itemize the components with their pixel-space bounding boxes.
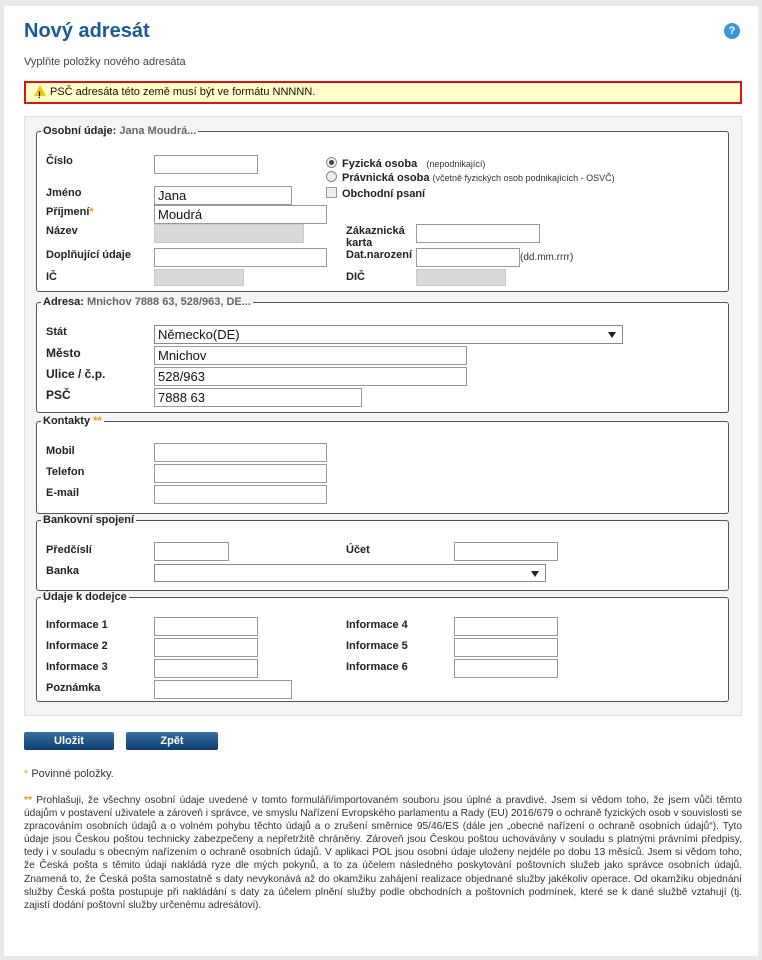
- delivery-fieldset: [36, 591, 729, 702]
- ucet-label: Účet: [346, 544, 370, 556]
- zakaznicka-karta-label: Zákaznická karta: [346, 225, 405, 249]
- email-input[interactable]: [154, 485, 327, 504]
- cislo-label: Číslo: [46, 155, 73, 167]
- warning-icon: [34, 85, 46, 96]
- dic-label: DIČ: [346, 271, 365, 283]
- bank-legend: Bankovní spojení: [43, 514, 135, 526]
- poznamka-label: Poznámka: [46, 682, 101, 694]
- info3-label: Informace 3: [46, 661, 108, 673]
- address-fieldset: [36, 296, 729, 413]
- mobil-input[interactable]: [154, 443, 327, 462]
- legal-disclaimer: ** Prohlašuji, že všechny osobní údaje uvedené v tomto formuláři/importovaném souboru jsou úplné a pravdivé. Jsem si vědom toho, že jsem vůči těmto údajům v postavení uživatele a zároveň i správce, ve smyslu Nařízení Evropského parlamentu a Rady (EU) 2016/679 o ochraně fyzických osob v souvislosti se zpracováním osobních údajů a o volném pohybu těchto údajů a o zrušení směrnice 95/46/ES (dále jen „obecné nařízení o ochraně osobních údajů“). Tyto údaje jsou Českou poštou technicky zabezpečeny a nepřetržitě chráněny. Zároveň jsou Českou poštou uchovávány v souladu s platnými právními předpisy, tedy i v souladu s obecným nařízením o ochraně osobních údajů. V aplikaci POL jsou osobní údaje uloženy nejdéle po dobu 13 měsíců. Jsem si vědom toho, že Česká pošta s těmito údaji nakládá ryze dle mých pokynů, a to za účelem následného poskytování poštovních služeb jako správce osobních údajů. Znamená to, že Česká pošta samostatně s daty nevykonává až do okamžiku zahájení realizace objednané služby jakékoliv operace. Od okamžiku objednání služby Česká pošta postupuje při nakládání s daty za účelem plnění služby podle obchodních a poštovních podmínek, které se k dané službě vztahují (tj. zajistí dodání poštovní služby určenému adresátovi).: [24, 795, 743, 911]
- back-button[interactable]: Zpět: [126, 732, 218, 750]
- obchodni-psani-label: Obchodní psaní: [342, 188, 426, 200]
- contacts-fieldset: [36, 415, 729, 514]
- address-legend-value: Mnichov 7888 63, 528/963, DE...: [87, 296, 251, 308]
- info6-input[interactable]: [454, 659, 558, 678]
- datum-narozeni-label: Dat.narození: [346, 249, 413, 261]
- bank-fieldset: [36, 514, 729, 591]
- required-star: *: [89, 206, 94, 218]
- alert-message: PSČ adresáta této země musí být ve formátu NNNNN.: [50, 86, 316, 98]
- address-legend: Adresa: Mnichov 7888 63, 528/963, DE...: [43, 296, 251, 308]
- cislo-input[interactable]: [154, 155, 258, 174]
- fyzicka-osoba-label: Fyzická osoba (nepodnikající): [342, 158, 486, 170]
- psc-label: PSČ: [46, 388, 71, 402]
- required-note-star: *: [24, 768, 29, 780]
- jmeno-label: Jméno: [46, 187, 82, 199]
- ulice-label: Ulice / č.p.: [46, 367, 106, 381]
- info1-input[interactable]: [154, 617, 258, 636]
- save-button[interactable]: Uložit: [24, 732, 114, 750]
- personal-legend: Osobní údaje: Jana Moudrá...: [43, 125, 197, 137]
- fyzicka-osoba-note: (nepodnikající): [426, 159, 486, 169]
- nazev-label: Název: [46, 225, 78, 237]
- pravnicka-osoba-radio[interactable]: [326, 171, 337, 182]
- page-subtitle: Vyplňte položky nového adresáta: [24, 56, 186, 68]
- stat-select-value: Německo(DE): [158, 327, 240, 342]
- prijmeni-input[interactable]: Moudrá: [154, 205, 327, 224]
- help-icon[interactable]: ?: [724, 23, 740, 39]
- jmeno-input[interactable]: Jana: [154, 186, 292, 205]
- delivery-legend: Údaje k dodejce: [43, 591, 127, 603]
- mesto-input[interactable]: Mnichov: [154, 346, 467, 365]
- predcisli-label: Předčíslí: [46, 544, 92, 556]
- mesto-label: Město: [46, 346, 81, 360]
- stat-label: Stát: [46, 326, 67, 338]
- info2-label: Informace 2: [46, 640, 108, 652]
- poznamka-input[interactable]: [154, 680, 292, 699]
- psc-input[interactable]: 7888 63: [154, 388, 362, 407]
- doplnujici-udaje-label: Doplňující údaje: [46, 249, 131, 261]
- info6-label: Informace 6: [346, 661, 408, 673]
- zakaznicka-karta-input[interactable]: [416, 224, 540, 243]
- stat-select[interactable]: [154, 325, 623, 344]
- ulice-input[interactable]: 528/963: [154, 367, 467, 386]
- info5-input[interactable]: [454, 638, 558, 657]
- dropdown-arrow-icon: [531, 571, 539, 577]
- fyzicka-osoba-radio[interactable]: [326, 157, 337, 168]
- contacts-legend: Kontakty **: [43, 415, 102, 427]
- dropdown-arrow-icon: [608, 332, 616, 338]
- pravnicka-osoba-label: Právnická osoba (včetně fyzických osob podnikajících - OSVČ): [342, 172, 615, 184]
- info4-input[interactable]: [454, 617, 558, 636]
- form-panel: [24, 116, 742, 716]
- dic-input: [416, 269, 506, 286]
- ucet-input[interactable]: [454, 542, 558, 561]
- prijmeni-label: Příjmení*: [46, 206, 94, 218]
- predcisli-input[interactable]: [154, 542, 229, 561]
- datum-format-hint: (dd.mm.rrrr): [520, 252, 574, 263]
- info2-input[interactable]: [154, 638, 258, 657]
- ic-input: [154, 269, 244, 286]
- email-label: E-mail: [46, 487, 80, 499]
- contacts-legend-star: **: [93, 415, 102, 427]
- page-title: Nový adresát: [24, 20, 150, 42]
- doplnujici-udaje-input[interactable]: [154, 248, 327, 267]
- telefon-input[interactable]: [154, 464, 327, 483]
- personal-fieldset: [36, 125, 729, 292]
- info3-input[interactable]: [154, 659, 258, 678]
- banka-label: Banka: [46, 565, 80, 577]
- nazev-input: [154, 224, 304, 243]
- page-card: [4, 6, 758, 956]
- ic-label: IČ: [46, 271, 57, 283]
- obchodni-psani-checkbox[interactable]: [326, 187, 337, 198]
- datum-narozeni-input[interactable]: [416, 248, 520, 267]
- error-alert: [24, 81, 742, 104]
- banka-select[interactable]: [154, 564, 546, 582]
- legal-star: **: [24, 795, 32, 806]
- pravnicka-osoba-note: (včetně fyzických osob podnikajících - OSVČ): [432, 173, 615, 183]
- required-note: * Povinné položky.: [24, 768, 114, 780]
- info4-label: Informace 4: [346, 619, 408, 631]
- info5-label: Informace 5: [346, 640, 408, 652]
- info1-label: Informace 1: [46, 619, 108, 631]
- mobil-label: Mobil: [46, 445, 75, 457]
- personal-legend-value: Jana Moudrá...: [119, 125, 197, 137]
- telefon-label: Telefon: [46, 466, 85, 478]
